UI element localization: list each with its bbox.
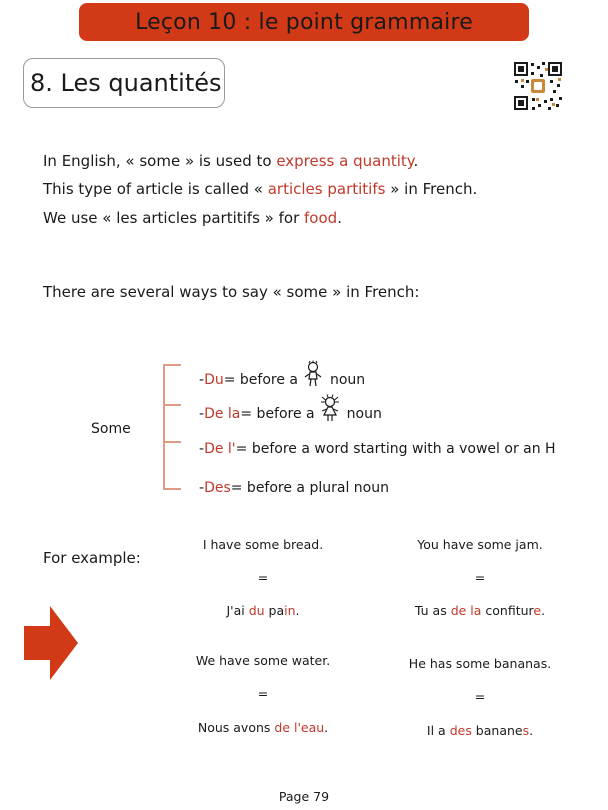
boy-figure-icon	[302, 360, 324, 388]
examples-label: For example:	[43, 549, 141, 567]
french-text: .	[295, 603, 300, 618]
example-french	[198, 720, 328, 735]
rule-article: De la	[204, 406, 241, 422]
rule-des	[199, 480, 389, 496]
rule-text: = before a word starting with a vowel or an H	[235, 441, 556, 457]
rule-de-la	[199, 394, 382, 422]
rule-dash: -	[199, 441, 205, 457]
intro-line-4	[43, 283, 419, 301]
french-text: Tu as	[414, 603, 451, 618]
lesson-banner	[79, 3, 529, 41]
intro-text: There are several ways to say « some » in French:	[43, 283, 420, 301]
french-text: J'ai	[226, 603, 249, 618]
rule-article: De l'	[204, 441, 236, 457]
page-number: Page 79	[278, 789, 330, 804]
rule-du	[199, 360, 365, 388]
rule-dash: -	[199, 480, 205, 496]
french-text: .	[541, 603, 546, 618]
intro-text: .	[413, 152, 419, 170]
french-article: du	[248, 603, 265, 618]
french-article: de l'eau	[274, 720, 325, 735]
french-text: .	[324, 720, 329, 735]
rule-article: Du	[204, 372, 224, 388]
example-equals: =	[257, 686, 269, 701]
intro-line-2	[43, 180, 477, 198]
rule-text: = before a	[240, 406, 315, 422]
french-ending: in	[284, 603, 296, 618]
example-equals: =	[474, 570, 486, 585]
example-french	[427, 723, 533, 738]
french-text: Nous avons	[197, 720, 275, 735]
intro-highlight: food	[304, 209, 338, 227]
some-label: Some	[91, 421, 131, 437]
intro-highlight: express a quantity	[276, 152, 414, 170]
intro-text: We use « les articles partitifs » for	[43, 209, 305, 227]
french-text: pa	[264, 603, 285, 618]
french-text: banane	[471, 723, 523, 738]
section-title: 8. Les quantités	[30, 69, 222, 97]
rule-article: Des	[204, 480, 231, 496]
section-title-box	[23, 58, 225, 108]
example-english: I have some bread.	[202, 537, 324, 552]
bracket-tick	[163, 441, 181, 443]
rule-dash: -	[199, 406, 205, 422]
example-equals: =	[257, 570, 269, 585]
intro-line-3	[43, 209, 342, 227]
example-french	[415, 603, 545, 618]
french-ending: e	[533, 603, 542, 618]
lesson-title: Leçon 10 : le point grammaire	[135, 9, 473, 35]
example-english: You have some jam.	[417, 537, 543, 552]
example-english: We have some water.	[195, 653, 331, 668]
intro-text: » in French.	[385, 180, 478, 198]
bracket-tick	[163, 364, 181, 366]
bracket-line	[163, 364, 165, 490]
rule-text: noun	[329, 372, 366, 388]
rule-text: noun	[346, 406, 382, 422]
girl-figure-icon	[319, 394, 341, 422]
bracket-tick	[163, 404, 181, 406]
french-text: confitur	[481, 603, 534, 618]
example-english: He has some bananas.	[408, 656, 552, 671]
example-french	[226, 603, 299, 618]
intro-line-1	[43, 152, 418, 170]
french-article: de la	[450, 603, 482, 618]
french-article: des	[449, 723, 472, 738]
right-arrow-icon	[24, 606, 78, 680]
french-text: Il a	[426, 723, 450, 738]
intro-text: In English, « some » is used to	[43, 152, 277, 170]
french-text: .	[529, 723, 534, 738]
qr-code-icon[interactable]	[512, 60, 564, 112]
rule-text: = before a	[223, 372, 298, 388]
rule-dash: -	[199, 372, 205, 388]
french-ending: s	[522, 723, 530, 738]
bracket-tick	[163, 488, 181, 490]
intro-text: This type of article is called «	[43, 180, 268, 198]
intro-text: .	[337, 209, 342, 227]
example-equals: =	[474, 689, 486, 704]
rule-text: = before a plural noun	[230, 480, 389, 496]
rule-de-l	[199, 441, 556, 457]
intro-highlight: articles partitifs	[267, 180, 386, 198]
